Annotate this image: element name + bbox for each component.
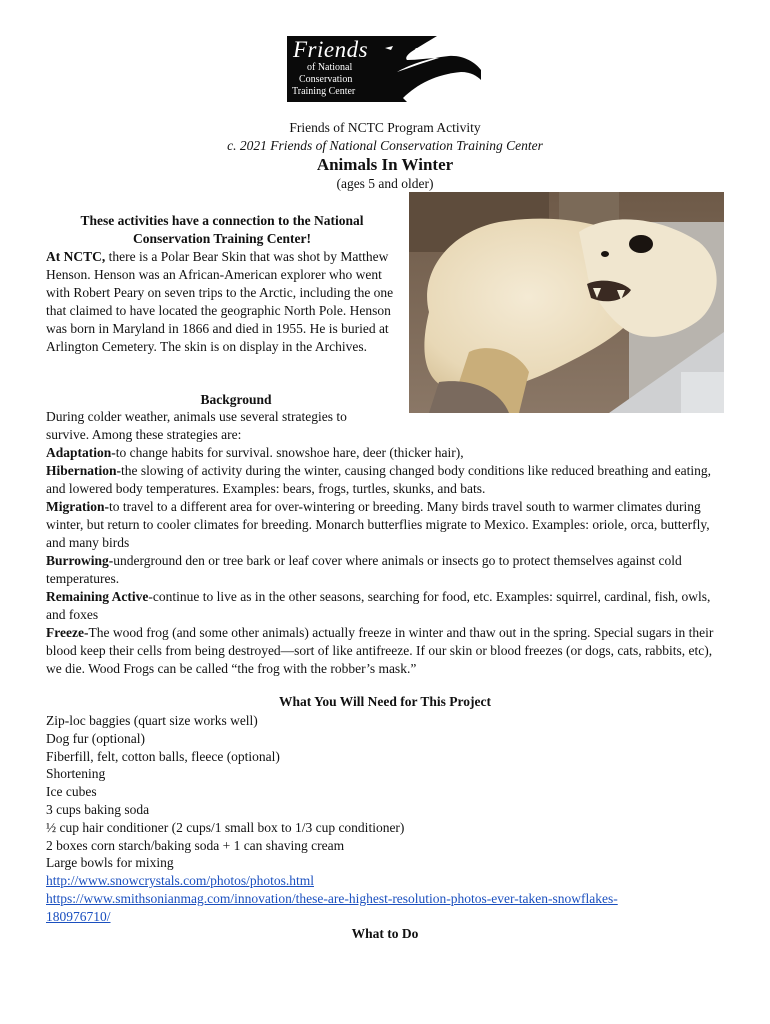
list-item: Large bowls for mixing — [46, 855, 174, 871]
strategy-migration — [46, 498, 726, 552]
snowcrystals-link[interactable]: http://www.snowcrystals.com/photos/photos.html — [46, 873, 314, 889]
strategy-term: Migration- — [46, 499, 109, 514]
list-item: Fiberfill, felt, cotton balls, fleece (optional) — [46, 748, 280, 764]
eagle-head-icon — [377, 36, 481, 102]
polar-bear-skin-photo — [409, 192, 724, 413]
strategy-freeze — [46, 624, 726, 678]
strategy-text: to change habits for survival. snowshoe hare, deer (thicker hair), — [115, 445, 464, 460]
program-line: Friends of NCTC Program Activity — [289, 120, 481, 135]
strategy-remaining-active — [46, 588, 726, 624]
friends-nctc-logo — [287, 36, 481, 102]
strategy-text: the slowing of activity during the winter, causing changed body conditions like reduced breathing and eating, and lowered body temperatures. Examples: bears, frogs, turtles, skunks, and bats. — [46, 463, 711, 496]
intro-text: there is a Polar Bear Skin that was shot by Matthew Henson. Henson was an African-American explorer who went with Robert Peary on seven trips to the Arctic, including the one that claimed to have located the geographic North Pole. Henson was born in Maryland in 1866 and died in 1955. He is buried at Arlington Cemetery. The skin is on display in the Archives. — [46, 249, 394, 354]
list-item: Zip-loc baggies (quart size works well) — [46, 713, 258, 728]
intro-heading: These activities have a connection to the National Conservation Training Center! — [80, 213, 364, 246]
background-heading: Background — [200, 392, 272, 407]
list-item: Ice cubes — [46, 784, 97, 800]
strategy-text: underground den or tree bark or leaf cover where animals or insects go to protect themselves against cold temperatures. — [46, 553, 682, 586]
ages-line: (ages 5 and older) — [336, 176, 434, 191]
strategy-text: The wood frog (and some other animals) actually freeze in winter and thaw out in the spring. Special sugars in their blood keep their cells from being destroyed—sort of like antifreeze. If our skin or blood freezes (or dogs, cats, rabbits, etc), we die. Wood Frogs can be called “the frog with the robber’s mask.” — [46, 625, 714, 676]
strategy-term: Burrowing- — [46, 553, 114, 568]
what-to-do-heading: What to Do — [351, 926, 419, 941]
strategy-burrowing — [46, 552, 726, 588]
smithsonian-link-line1[interactable]: https://www.smithsonianmag.com/innovation/these-are-highest-resolution-photos-ever-taken-snowflakes- — [46, 890, 618, 906]
strategy-adaptation — [46, 444, 726, 462]
document-title: Animals In Winter — [316, 155, 454, 174]
list-item: 2 boxes corn starch/baking soda + 1 can shaving cream — [46, 837, 345, 853]
strategy-term: Adaptation- — [46, 445, 116, 460]
copyright-line: c. 2021 Friends of National Conservation Training Center — [227, 138, 543, 153]
logo-line-national: of National — [307, 62, 353, 73]
smithsonian-link-line2[interactable]: 180976710/ — [46, 908, 111, 924]
list-item: 3 cups baking soda — [46, 801, 150, 817]
materials-heading: What You Will Need for This Project — [278, 694, 491, 709]
intro-lead: At NCTC, — [46, 249, 106, 264]
strategy-term: Remaining Active — [46, 589, 149, 604]
logo-line-friends: Friends — [293, 37, 369, 62]
strategy-text: -continue to live as in the other seasons, searching for food, etc. Examples: squirrel, cardinal, fish, owls, and foxes — [46, 589, 711, 622]
list-item: ½ cup hair conditioner (2 cups/1 small box to 1/3 cup conditioner) — [46, 819, 405, 835]
strategy-hibernation — [46, 462, 726, 498]
strategy-term: Hibernation- — [46, 463, 122, 478]
list-item: Shortening — [46, 766, 106, 782]
strategy-text: to travel to a different area for over-wintering or breeding. Many birds travel south to warmer climates during winter, but return to cooler climates for breeding. Monarch butterflies migrate to Mexico. Examples: oriole, orca, butterfly, and many birds — [46, 499, 710, 550]
list-item: Dog fur (optional) — [46, 730, 145, 746]
logo-line-training: Training Center — [292, 86, 356, 97]
intro-paragraph — [46, 248, 406, 356]
strategy-term: Freeze- — [46, 625, 89, 640]
background-text: During colder weather, animals use several strategies to survive. Among these strategies are: — [46, 409, 347, 442]
logo-line-conservation: Conservation — [299, 74, 353, 85]
materials-list — [46, 712, 726, 926]
